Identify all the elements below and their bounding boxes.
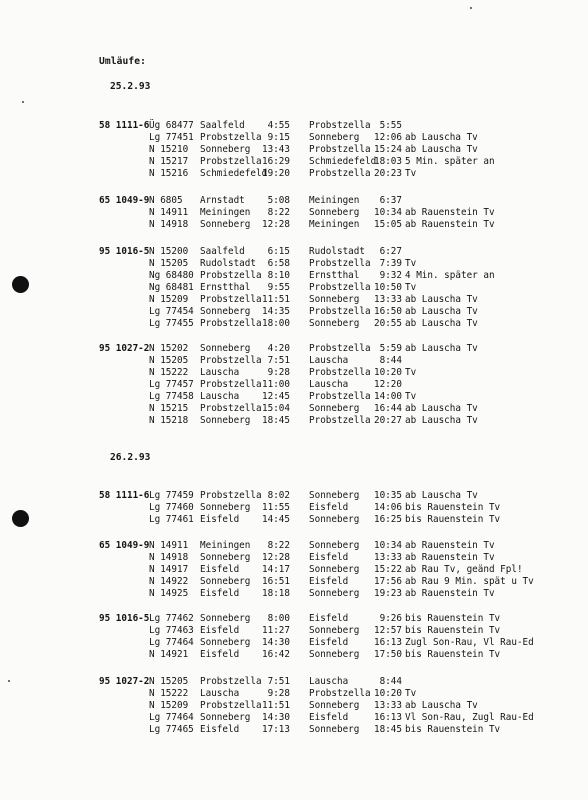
- row-note: ab Rauenstein Tv: [405, 588, 495, 599]
- row-note: Tv: [405, 258, 417, 269]
- row-train: N 14917: [149, 564, 189, 575]
- row-from: Ernstthal: [200, 282, 251, 293]
- row-note: ab Lauscha Tv: [405, 403, 478, 414]
- row-train: N 15205: [149, 676, 189, 687]
- row-train: N 15215: [149, 403, 189, 414]
- row-train: N 15209: [149, 294, 189, 305]
- row-note: Tv: [405, 168, 417, 179]
- row-train: Lg 77461: [149, 514, 194, 525]
- speck: [22, 101, 24, 103]
- row-train: Lg 77465: [149, 724, 194, 735]
- speck: [470, 7, 472, 9]
- row-train: Üg 68477: [149, 120, 194, 131]
- row-to: Eisfeld: [309, 552, 349, 563]
- row-train: N 15222: [149, 688, 189, 699]
- row-from: Sonneberg: [200, 552, 251, 563]
- row-from: Sonneberg: [200, 415, 251, 426]
- row-from: Meiningen: [200, 207, 251, 218]
- row-dep: 7:51: [267, 676, 290, 687]
- row-train: N 6805: [149, 195, 183, 206]
- row-to: Sonneberg: [309, 540, 360, 551]
- row-arr: 13:33: [374, 294, 402, 305]
- row-to: Probstzella: [309, 258, 371, 269]
- row-dep: 18:00: [262, 318, 290, 329]
- row-note: 5 Min. später an: [405, 156, 495, 167]
- row-from: Saalfeld: [200, 246, 245, 257]
- row-note: ab Rauenstein Tv: [405, 219, 495, 230]
- row-note: Tv: [405, 391, 417, 402]
- locomotive-number: 65 1049-9: [99, 195, 150, 206]
- row-train: N 15205: [149, 258, 189, 269]
- row-arr: 17:56: [374, 576, 402, 587]
- row-dep: 9:15: [267, 132, 290, 143]
- row-dep: 11:51: [262, 700, 290, 711]
- row-from: Probstzella: [200, 700, 262, 711]
- row-train: N 14922: [149, 576, 189, 587]
- row-train: Lg 77462: [149, 613, 194, 624]
- row-from: Sonneberg: [200, 502, 251, 513]
- row-dep: 4:55: [267, 120, 290, 131]
- row-dep: 9:28: [267, 688, 290, 699]
- row-train: N 15209: [149, 700, 189, 711]
- row-from: Sonneberg: [200, 613, 251, 624]
- locomotive-number: 58 1111-6: [99, 490, 150, 501]
- row-arr: 5:59: [379, 343, 402, 354]
- row-from: Probstzella: [200, 403, 262, 414]
- row-arr: 6:27: [379, 246, 402, 257]
- row-dep: 19:20: [262, 168, 290, 179]
- row-dep: 17:13: [262, 724, 290, 735]
- row-from: Probstzella: [200, 132, 262, 143]
- row-from: Eisfeld: [200, 625, 240, 636]
- row-arr: 16:13: [374, 637, 402, 648]
- row-dep: 7:51: [267, 355, 290, 366]
- row-train: N 14918: [149, 219, 189, 230]
- row-note: ab Lauscha Tv: [405, 294, 478, 305]
- row-to: Sonneberg: [309, 132, 360, 143]
- row-arr: 14:06: [374, 502, 402, 513]
- row-note: 4 Min. später an: [405, 270, 495, 281]
- row-to: Sonneberg: [309, 649, 360, 660]
- row-to: Sonneberg: [309, 318, 360, 329]
- row-train: Lg 77457: [149, 379, 194, 390]
- row-note: ab Rau 9 Min. spät u Tv: [405, 576, 534, 587]
- row-note: ab Lauscha Tv: [405, 318, 478, 329]
- row-arr: 5:55: [379, 120, 402, 131]
- row-note: ab Lauscha Tv: [405, 343, 478, 354]
- row-to: Lauscha: [309, 676, 349, 687]
- row-arr: 7:39: [379, 258, 402, 269]
- row-note: Tv: [405, 367, 417, 378]
- row-note: ab Rauenstein Tv: [405, 207, 495, 218]
- row-to: Eisfeld: [309, 613, 349, 624]
- punch-hole: [12, 276, 29, 293]
- row-from: Lauscha: [200, 391, 240, 402]
- row-dep: 14:17: [262, 564, 290, 575]
- row-note: ab Lauscha Tv: [405, 306, 478, 317]
- row-to: Probstzella: [309, 391, 371, 402]
- row-to: Sonneberg: [309, 294, 360, 305]
- punch-hole: [12, 510, 29, 527]
- row-to: Probstzella: [309, 120, 371, 131]
- row-to: Eisfeld: [309, 712, 349, 723]
- row-train: Ng 68481: [149, 282, 194, 293]
- row-dep: 14:30: [262, 637, 290, 648]
- row-to: Sonneberg: [309, 700, 360, 711]
- row-from: Probstzella: [200, 294, 262, 305]
- row-to: Eisfeld: [309, 502, 349, 513]
- row-note: bis Rauenstein Tv: [405, 724, 501, 735]
- row-arr: 10:50: [374, 282, 402, 293]
- row-arr: 9:26: [379, 613, 402, 624]
- row-train: N 14925: [149, 588, 189, 599]
- row-arr: 12:57: [374, 625, 402, 636]
- row-note: ab Lauscha Tv: [405, 700, 478, 711]
- row-from: Probstzella: [200, 676, 262, 687]
- row-to: Sonneberg: [309, 724, 360, 735]
- row-note: bis Rauenstein Tv: [405, 514, 501, 525]
- row-to: Meiningen: [309, 195, 360, 206]
- locomotive-number: 95 1027-2: [99, 676, 150, 687]
- row-to: Sonneberg: [309, 588, 360, 599]
- row-from: Probstzella: [200, 270, 262, 281]
- row-dep: 8:22: [267, 540, 290, 551]
- row-arr: 12:20: [374, 379, 402, 390]
- row-note: ab Lauscha Tv: [405, 144, 478, 155]
- row-from: Sonneberg: [200, 144, 251, 155]
- row-from: Eisfeld: [200, 724, 240, 735]
- row-dep: 12:45: [262, 391, 290, 402]
- row-note: bis Rauenstein Tv: [405, 625, 501, 636]
- row-dep: 12:28: [262, 552, 290, 563]
- row-train: Lg 77454: [149, 306, 194, 317]
- row-from: Saalfeld: [200, 120, 245, 131]
- page-heading: Umläufe:: [99, 56, 147, 67]
- row-arr: 18:45: [374, 724, 402, 735]
- row-dep: 16:29: [262, 156, 290, 167]
- row-note: bis Rauenstein Tv: [405, 649, 501, 660]
- row-dep: 6:15: [267, 246, 290, 257]
- row-from: Sonneberg: [200, 343, 251, 354]
- row-from: Rudolstadt: [200, 258, 256, 269]
- row-note: ab Rauenstein Tv: [405, 540, 495, 551]
- row-dep: 15:04: [262, 403, 290, 414]
- row-train: N 15210: [149, 144, 189, 155]
- row-dep: 8:22: [267, 207, 290, 218]
- row-dep: 14:45: [262, 514, 290, 525]
- row-note: bis Rauenstein Tv: [405, 502, 501, 513]
- row-train: Lg 77451: [149, 132, 194, 143]
- row-from: Probstzella: [200, 490, 262, 501]
- row-to: Eisfeld: [309, 576, 349, 587]
- row-dep: 13:43: [262, 144, 290, 155]
- row-arr: 16:13: [374, 712, 402, 723]
- row-arr: 6:37: [379, 195, 402, 206]
- row-note: ab Lauscha Tv: [405, 132, 478, 143]
- day-date: 25.2.93: [110, 81, 151, 92]
- row-from: Sonneberg: [200, 637, 251, 648]
- row-note: Vl Son-Rau, Zugl Rau-Ed: [405, 712, 534, 723]
- day-date: 26.2.93: [110, 452, 151, 463]
- row-from: Probstzella: [200, 355, 262, 366]
- row-to: Sonneberg: [309, 564, 360, 575]
- row-to: Probstzella: [309, 343, 371, 354]
- row-note: ab Lauscha Tv: [405, 415, 478, 426]
- locomotive-number: 95 1027-2: [99, 343, 150, 354]
- row-arr: 16:50: [374, 306, 402, 317]
- row-dep: 8:10: [267, 270, 290, 281]
- row-dep: 18:45: [262, 415, 290, 426]
- row-arr: 13:33: [374, 700, 402, 711]
- row-to: Lauscha: [309, 379, 349, 390]
- row-note: Zugl Son-Rau, Vl Rau-Ed: [405, 637, 534, 648]
- row-arr: 20:23: [374, 168, 402, 179]
- row-dep: 6:58: [267, 258, 290, 269]
- row-dep: 8:02: [267, 490, 290, 501]
- row-train: N 15218: [149, 415, 189, 426]
- row-train: Lg 77455: [149, 318, 194, 329]
- row-train: N 14918: [149, 552, 189, 563]
- row-dep: 9:28: [267, 367, 290, 378]
- row-arr: 9:32: [379, 270, 402, 281]
- row-train: Lg 77460: [149, 502, 194, 513]
- row-from: Schmiedefeld: [200, 168, 268, 179]
- row-note: ab Lauscha Tv: [405, 490, 478, 501]
- row-to: Sonneberg: [309, 490, 360, 501]
- row-dep: 14:35: [262, 306, 290, 317]
- row-to: Probstzella: [309, 415, 371, 426]
- row-arr: 19:23: [374, 588, 402, 599]
- row-from: Eisfeld: [200, 514, 240, 525]
- row-to: Probstzella: [309, 144, 371, 155]
- row-arr: 13:33: [374, 552, 402, 563]
- row-arr: 16:44: [374, 403, 402, 414]
- row-note: ab Rau Tv, geänd Fpl!: [405, 564, 523, 575]
- row-to: Probstzella: [309, 367, 371, 378]
- row-train: N 15216: [149, 168, 189, 179]
- row-arr: 20:27: [374, 415, 402, 426]
- row-arr: 15:22: [374, 564, 402, 575]
- row-from: Lauscha: [200, 367, 240, 378]
- row-to: Schmiedefeld: [309, 156, 377, 167]
- row-arr: 12:06: [374, 132, 402, 143]
- row-dep: 18:18: [262, 588, 290, 599]
- row-to: Sonneberg: [309, 403, 360, 414]
- row-note: Tv: [405, 688, 417, 699]
- row-dep: 11:55: [262, 502, 290, 513]
- locomotive-number: 65 1049-9: [99, 540, 150, 551]
- row-dep: 11:27: [262, 625, 290, 636]
- row-train: Lg 77464: [149, 637, 194, 648]
- row-to: Probstzella: [309, 688, 371, 699]
- row-arr: 15:05: [374, 219, 402, 230]
- row-train: N 15222: [149, 367, 189, 378]
- row-arr: 8:44: [379, 355, 402, 366]
- row-train: Lg 77463: [149, 625, 194, 636]
- row-from: Lauscha: [200, 688, 240, 699]
- row-from: Sonneberg: [200, 576, 251, 587]
- row-arr: 8:44: [379, 676, 402, 687]
- row-from: Sonneberg: [200, 306, 251, 317]
- row-dep: 5:08: [267, 195, 290, 206]
- row-from: Eisfeld: [200, 588, 240, 599]
- row-train: Lg 77458: [149, 391, 194, 402]
- row-arr: 10:20: [374, 688, 402, 699]
- speck: [8, 680, 10, 682]
- row-dep: 12:28: [262, 219, 290, 230]
- row-from: Probstzella: [200, 318, 262, 329]
- row-arr: 10:35: [374, 490, 402, 501]
- row-note: bis Rauenstein Tv: [405, 613, 501, 624]
- row-train: N 15205: [149, 355, 189, 366]
- row-note: ab Rauenstein Tv: [405, 552, 495, 563]
- row-arr: 20:55: [374, 318, 402, 329]
- row-dep: 14:30: [262, 712, 290, 723]
- row-dep: 11:00: [262, 379, 290, 390]
- row-train: N 14921: [149, 649, 189, 660]
- row-from: Eisfeld: [200, 564, 240, 575]
- row-to: Probstzella: [309, 282, 371, 293]
- row-arr: 10:34: [374, 207, 402, 218]
- row-arr: 10:20: [374, 367, 402, 378]
- row-to: Lauscha: [309, 355, 349, 366]
- locomotive-number: 95 1016-5: [99, 246, 150, 257]
- row-to: Probstzella: [309, 306, 371, 317]
- row-to: Rudolstadt: [309, 246, 365, 257]
- row-train: N 15217: [149, 156, 189, 167]
- row-from: Eisfeld: [200, 649, 240, 660]
- row-dep: 9:55: [267, 282, 290, 293]
- row-train: N 15202: [149, 343, 189, 354]
- row-train: Ng 68480: [149, 270, 194, 281]
- row-to: Eisfeld: [309, 637, 349, 648]
- row-dep: 4:20: [267, 343, 290, 354]
- row-arr: 10:34: [374, 540, 402, 551]
- row-to: Ernstthal: [309, 270, 360, 281]
- row-to: Probstzella: [309, 168, 371, 179]
- locomotive-number: 95 1016-5: [99, 613, 150, 624]
- row-arr: 14:00: [374, 391, 402, 402]
- row-from: Sonneberg: [200, 219, 251, 230]
- row-from: Probstzella: [200, 379, 262, 390]
- row-to: Meiningen: [309, 219, 360, 230]
- row-dep: 11:51: [262, 294, 290, 305]
- row-train: Lg 77464: [149, 712, 194, 723]
- row-from: Meiningen: [200, 540, 251, 551]
- locomotive-number: 58 1111-6: [99, 120, 150, 131]
- row-to: Sonneberg: [309, 514, 360, 525]
- row-train: N 14911: [149, 207, 189, 218]
- row-dep: 16:51: [262, 576, 290, 587]
- row-note: Tv: [405, 282, 417, 293]
- row-train: Lg 77459: [149, 490, 194, 501]
- row-from: Sonneberg: [200, 712, 251, 723]
- row-train: N 14911: [149, 540, 189, 551]
- row-arr: 15:24: [374, 144, 402, 155]
- row-arr: 17:50: [374, 649, 402, 660]
- row-dep: 8:00: [267, 613, 290, 624]
- row-train: N 15200: [149, 246, 189, 257]
- row-arr: 18:03: [374, 156, 402, 167]
- row-to: Sonneberg: [309, 207, 360, 218]
- row-dep: 16:42: [262, 649, 290, 660]
- row-arr: 16:25: [374, 514, 402, 525]
- row-from: Probstzella: [200, 156, 262, 167]
- row-from: Arnstadt: [200, 195, 245, 206]
- row-to: Sonneberg: [309, 625, 360, 636]
